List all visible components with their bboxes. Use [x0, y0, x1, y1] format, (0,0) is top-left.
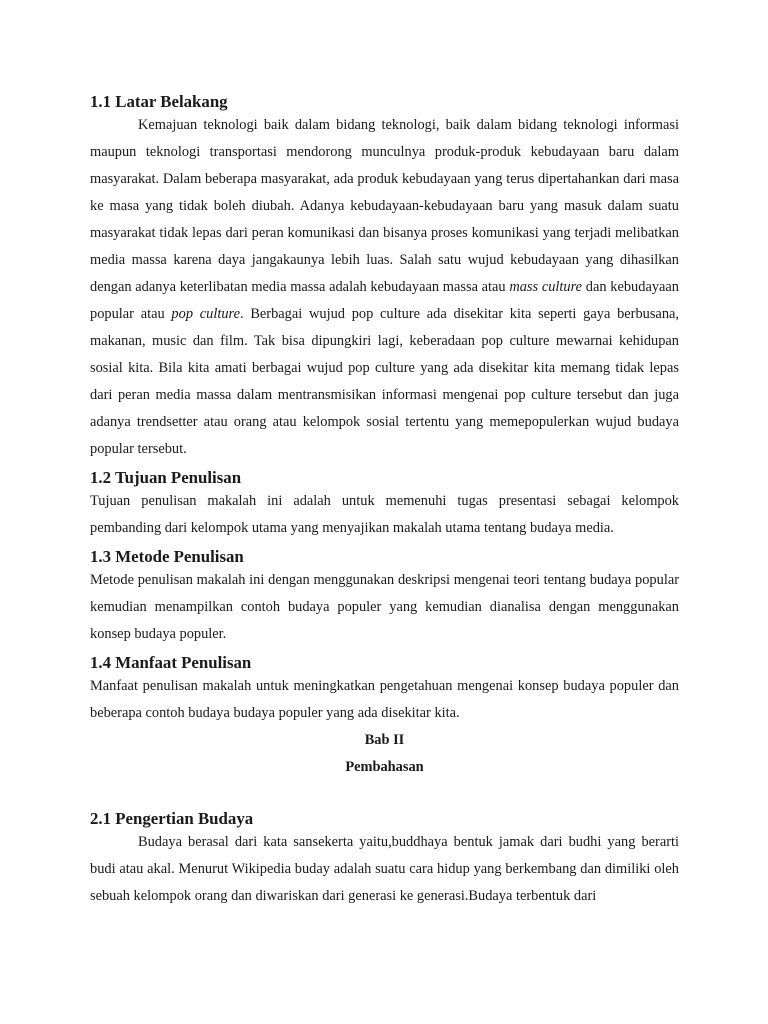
paragraph-text: Kemajuan teknologi baik dalam bidang teknologi, baik dalam bidang teknologi informasi maupun teknologi transportasi mendorong munculnya produk-produk kebudayaan baru dalam masyarakat. Dalam beberapa masyarakat, ada produk kebudayaan yang terus dipertahankan dari masa ke masa yang tidak boleh diubah. Adanya kebudayaan-kebudayaan baru yang masuk dalam suatu masyarakat tidak lepas dari peran komunikasi dan bisanya proses komunikasi yang terjadi melibatkan media massa karena daya jangakaunya lebih luas. Salah satu wujud kebudayaan yang dihasilkan dengan adanya keterlibatan media massa adalah kebudayaan massa atau: [90, 117, 679, 295]
paragraph-latar-belakang: [90, 112, 679, 463]
paragraph-pengertian-budaya: Budaya berasal dari kata sansekerta yaitu,buddhaya bentuk jamak dari budhi yang berarti budi atau akal. Menurut Wikipedia buday adalah suatu cara hidup yang berkembang dan dimiliki oleh sebuah kelompok orang dan diwariskan dari generasi ke generasi.Budaya terbentuk dari: [90, 834, 679, 904]
section-heading-metode: 1.3 Metode Penulisan: [90, 547, 244, 566]
paragraph-manfaat: Manfaat penulisan makalah untuk meningkatkan pengetahuan mengenai konsep budaya populer dan beberapa contoh budaya budaya populer yang ada disekitar kita.: [90, 678, 679, 721]
section-heading-tujuan: 1.2 Tujuan Penulisan: [90, 468, 242, 487]
document-page: [90, 91, 679, 910]
chapter-title: Bab II: [364, 732, 405, 748]
paragraph-tujuan: Tujuan penulisan makalah ini adalah untuk memenuhi tugas presentasi sebagai kelompok pembanding dari kelompok utama yang menyajikan makalah utama tentang budaya media.: [90, 493, 679, 536]
section-heading-latar-belakang: 1.1 Latar Belakang: [90, 92, 228, 111]
paragraph-text: . Berbagai wujud pop culture ada disekitar kita seperti gaya berbusana, makanan, music dan film. Tak bisa dipungkiri lagi, keberadaan pop culture mewarnai kehidupan sosial kita. Bila kita amati berbagai wujud pop culture yang ada disekitar kita memang tidak lepas dari peran media massa dalam mentransmisikan informasi mengenai pop culture tersebut dan juga adanya trendsetter atau orang atau kelompok sosial tertentu yang memepopulerkan wujud budaya popular tersebut.: [90, 306, 680, 457]
italic-term-pop-culture: pop culture: [171, 306, 240, 322]
blank-line: [90, 781, 679, 808]
section-heading-manfaat: 1.4 Manfaat Penulisan: [90, 653, 252, 672]
paragraph-text: dan kebudayaan popular atau: [90, 279, 679, 322]
paragraph-metode: Metode penulisan makalah ini dengan menggunakan deskripsi mengenai teori tentang budaya popular kemudian menampilkan contoh budaya populer yang kemudian dianalisa dengan menggunakan konsep budaya populer.: [90, 572, 679, 642]
italic-term-mass-culture: mass culture: [509, 279, 583, 295]
section-heading-pengertian-budaya: 2.1 Pengertian Budaya: [90, 809, 254, 828]
chapter-subtitle: Pembahasan: [345, 759, 424, 775]
